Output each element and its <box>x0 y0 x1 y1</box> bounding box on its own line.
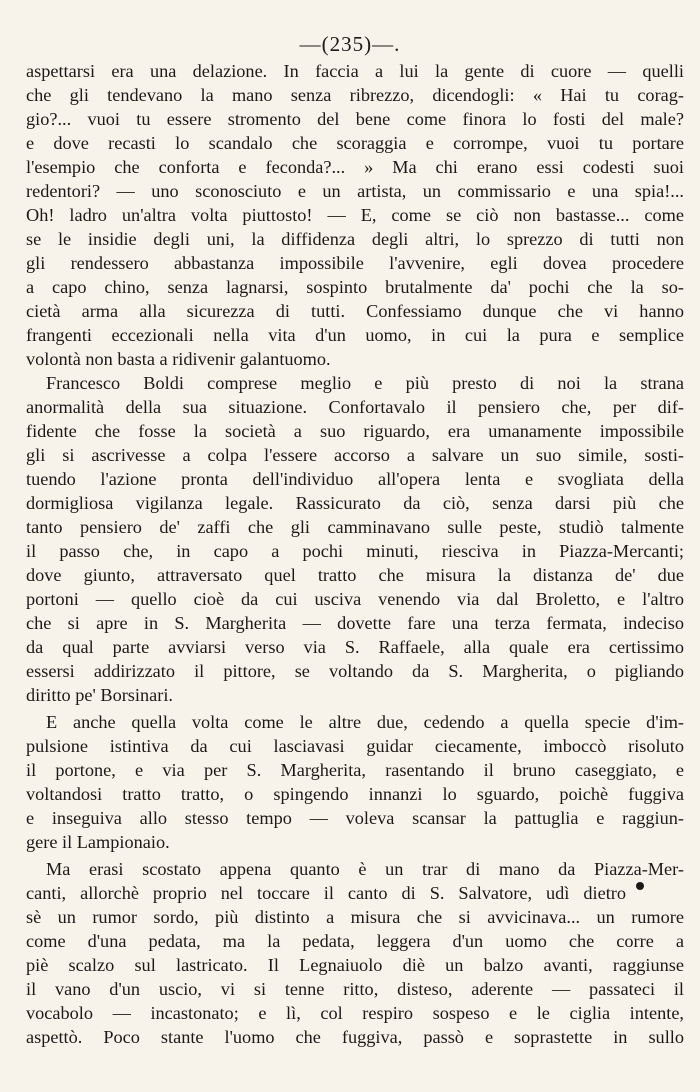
text-line: che gli tendevano la mano senza ribrezzo, dicendogli: « Hai tu corag- <box>26 85 684 105</box>
text-line: volontà non basta a ridivenir galantuomo. <box>26 349 331 369</box>
paragraph-start: Ma erasi scostato appena quanto è un trar di mano da Piazza-Mer- <box>46 859 684 879</box>
text-line: aspettò. Poco stante l'uomo che fuggiva, passò e soprastette in sullo <box>26 1027 684 1047</box>
text-line: diritto pe' Borsinari. <box>26 685 173 705</box>
text-line: redentori? — uno sconosciuto e un artista, un commissario e una spia!... <box>26 181 684 201</box>
text-line: gio?... vuoi tu essere stromento del bene come finora lo fosti del male? <box>26 109 684 129</box>
text-line: gere il Lampionaio. <box>26 832 170 852</box>
text-line: e dove recasti lo scandalo che scoraggia e corrompe, vuoi tu portare <box>26 133 684 153</box>
text-line: piè scalzo sul lastricato. Il Legnaiuolo diè un balzo avanti, raggiunse <box>26 955 684 975</box>
text-line: il passo che, in capo a pochi minuti, riesciva in Piazza-Mercanti; <box>26 541 684 561</box>
text-line: anormalità della sua situazione. Confortavalo il pensiero che, per dif- <box>26 397 684 417</box>
text-line: vocabolo — incastonato; e lì, col respiro sospeso e le ciglia intente, <box>26 1003 684 1023</box>
ink-dot-mark <box>636 882 644 890</box>
text-line: tuendo l'azione pronta dell'individuo all'opera lenta e svogliata della <box>26 469 684 489</box>
text-line: gli rendessero abbastanza impossibile l'avvenire, egli dovea procedere <box>26 253 684 273</box>
paragraph-start: E anche quella volta come le altre due, cedendo a quella specie d'im- <box>46 712 684 732</box>
text-line: gli si ascrivesse a colpa l'essere accorso a salvare un suo simile, sosti- <box>26 445 684 465</box>
text-line: come d'una pedata, ma la pedata, leggera d'un uomo che corre a <box>26 931 684 951</box>
text-line: fidente che fosse la società a suo riguardo, era umanamente impossibile <box>26 421 684 441</box>
text-line: voltandosi tratto tratto, o spingendo innanzi lo sguardo, poichè fuggiva <box>26 784 684 804</box>
page-number-header: —(235)—. <box>299 32 401 56</box>
text-line: e inseguiva allo stesso tempo — voleva scansar la pattuglia e raggiun- <box>26 808 684 828</box>
text-line: cietà arma alla sicurezza di tutti. Confessiamo dunque che vi hanno <box>26 301 684 321</box>
text-line: a capo chino, senza lagnarsi, sospinto brutalmente da' pochi che la so- <box>26 277 684 297</box>
text-line: Oh! ladro un'altra volta piuttosto! — E, come se ciò non bastasse... come <box>26 205 684 225</box>
text-line: frangenti eccezionali nella vita d'un uomo, in cui la pura e semplice <box>26 325 684 345</box>
text-line: il portone, e via per S. Margherita, rasentando il bruno caseggiato, e <box>26 760 684 780</box>
text-line: canti, allorchè proprio nel toccare il canto di S. Salvatore, udì dietro <box>26 883 626 903</box>
text-line: che si apre in S. Margherita — dovette fare una terza fermata, indeciso <box>26 613 684 633</box>
paragraph-start: Francesco Boldi comprese meglio e più presto di noi la strana <box>46 373 684 393</box>
text-line: dove giunto, attraversato quel tratto che misura la distanza de' due <box>26 565 684 585</box>
text-line: essersi addirizzato il pittore, se voltando da S. Margherita, o pigliando <box>26 661 684 681</box>
text-line: portoni — quello cioè da cui usciva venendo via dal Broletto, e l'altro <box>26 589 684 609</box>
text-line: tanto pensiero de' zaffi che gli camminavano sulle peste, studiò talmente <box>26 517 684 537</box>
text-line: dormigliosa vigilanza legale. Rassicurato da ciò, senza darsi più che <box>26 493 684 513</box>
text-line: sè un rumor sordo, più distinto a misura che si avvicinava... un rumore <box>26 907 684 927</box>
text-line: l'esempio che conforta e feconda?... » Ma chi erano essi codesti suoi <box>26 157 684 177</box>
text-line: se le insidie degli uni, la diffidenza degli altri, lo sprezzo di tutti non <box>26 229 684 249</box>
text-line: aspettarsi era una delazione. In faccia a lui la gente di cuore — quelli <box>26 61 684 81</box>
text-line: pulsione istintiva da cui lasciavasi guidar ciecamente, imboccò risoluto <box>26 736 684 756</box>
text-line: da qual parte avviarsi verso via S. Raffaele, alla quale era certissimo <box>26 637 684 657</box>
text-line: il vano d'un uscio, vi si tenne ritto, disteso, aderente — passateci il <box>26 979 684 999</box>
